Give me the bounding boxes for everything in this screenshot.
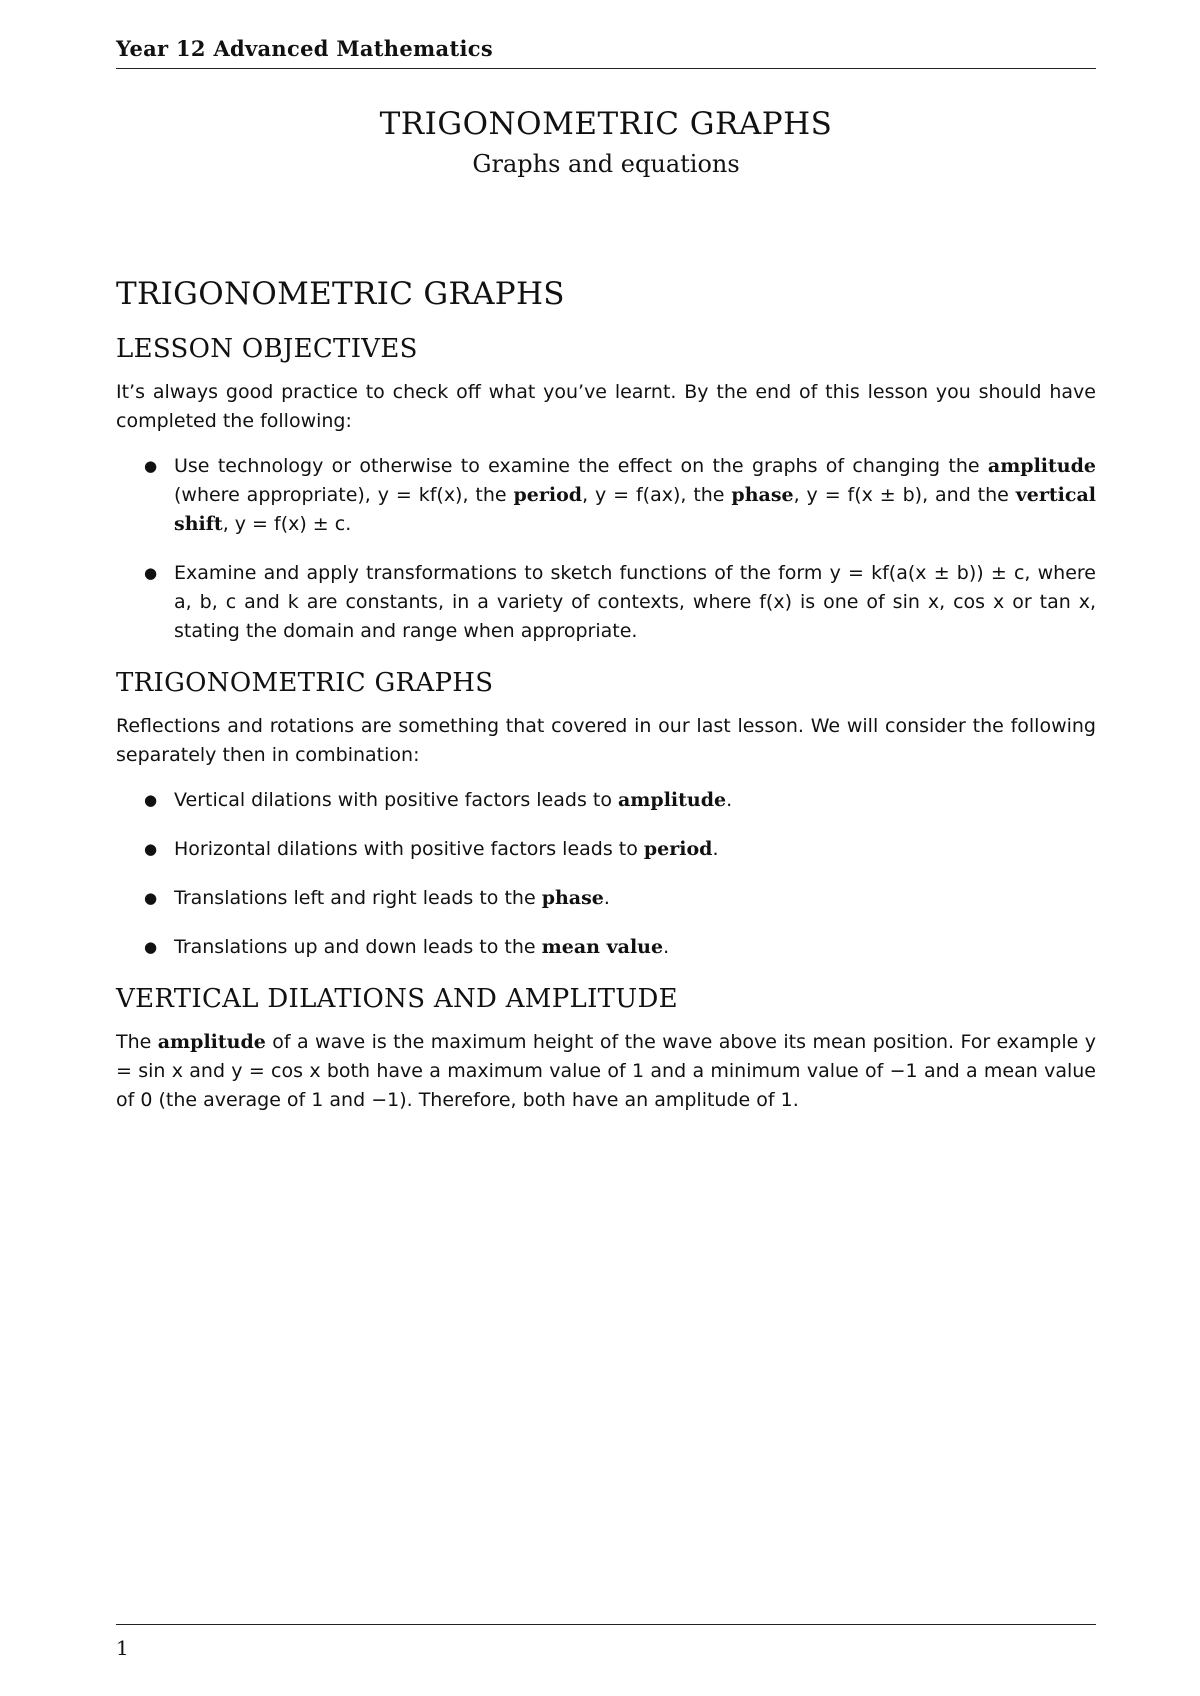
list-item: ● Translations left and right leads to the phase.	[144, 884, 1096, 913]
trig-graphs-heading: TRIGONOMETRIC GRAPHS	[116, 668, 494, 698]
title-block	[116, 106, 1096, 178]
item-text: , y = f(x ± b), and the	[793, 484, 1016, 506]
vertical-dilations-heading: VERTICAL DILATIONS AND AMPLITUDE	[116, 984, 678, 1014]
page-number: 1	[116, 1636, 129, 1660]
header-rule	[116, 68, 1096, 69]
item-text: , y = f(ax), the	[582, 484, 732, 506]
item-text: (where appropriate), y = kf(x), the	[174, 484, 514, 506]
running-header: Year 12 Advanced Mathematics	[116, 36, 493, 61]
item-text: , y = f(x) ± c.	[222, 513, 352, 535]
item-text: Use technology or otherwise to examine the effect on the graphs of changing the	[174, 455, 988, 477]
content	[116, 276, 1096, 1131]
objectives-heading: LESSON OBJECTIVES	[116, 334, 418, 364]
list-item	[144, 559, 1096, 646]
objectives-list	[116, 452, 1096, 646]
trig-intro: Reflections and rotations are something that covered in our last lesson. We will consider the following separately then in combination:	[116, 715, 1096, 766]
bullet-icon: ●	[144, 457, 158, 475]
bullet-icon: ●	[144, 889, 158, 907]
document-title: TRIGONOMETRIC GRAPHS	[379, 106, 833, 142]
list-item: ● Translations up and down leads to the mean value.	[144, 933, 1096, 962]
transformations-list	[116, 786, 1096, 962]
bullet-icon: ●	[144, 840, 158, 858]
bullet-icon: ●	[144, 564, 158, 582]
list-item: ● Vertical dilations with positive factors leads to amplitude.	[144, 786, 1096, 815]
footer-rule	[116, 1624, 1096, 1625]
term-vertical-shift: vertical shift	[174, 484, 1096, 535]
objectives-intro: It’s always good practice to check off what you’ve learnt. By the end of this lesson you should have completed the following:	[116, 381, 1096, 432]
bullet-icon: ●	[144, 938, 158, 956]
list-item	[144, 452, 1096, 539]
term-amplitude: amplitude	[987, 455, 1096, 477]
amplitude-paragraph: The amplitude of a wave is the maximum height of the wave above its mean position. For example y = sin x and y = cos x both have a maximum value of 1 and a minimum value of −1 and a mean value of 0 (the average of 1 and −1). Therefore, both have an amplitude of 1.	[116, 1031, 1096, 1111]
section-heading: TRIGONOMETRIC GRAPHS	[116, 276, 565, 312]
document-subtitle: Graphs and equations	[472, 150, 740, 178]
bullet-icon: ●	[144, 791, 158, 809]
item-text: Examine and apply transformations to sketch functions of the form y = kf(a(x ± b)) ± c, where a, b, c and k are constants, in a variety of contexts, where f(x) is one of sin x, cos x or tan x, stating the domain and range when appropriate.	[174, 562, 1096, 642]
term-amplitude: amplitude	[157, 1031, 266, 1053]
term-phase: phase	[731, 484, 794, 506]
list-item: ● Horizontal dilations with positive factors leads to period.	[144, 835, 1096, 864]
term-period: period	[513, 484, 583, 506]
